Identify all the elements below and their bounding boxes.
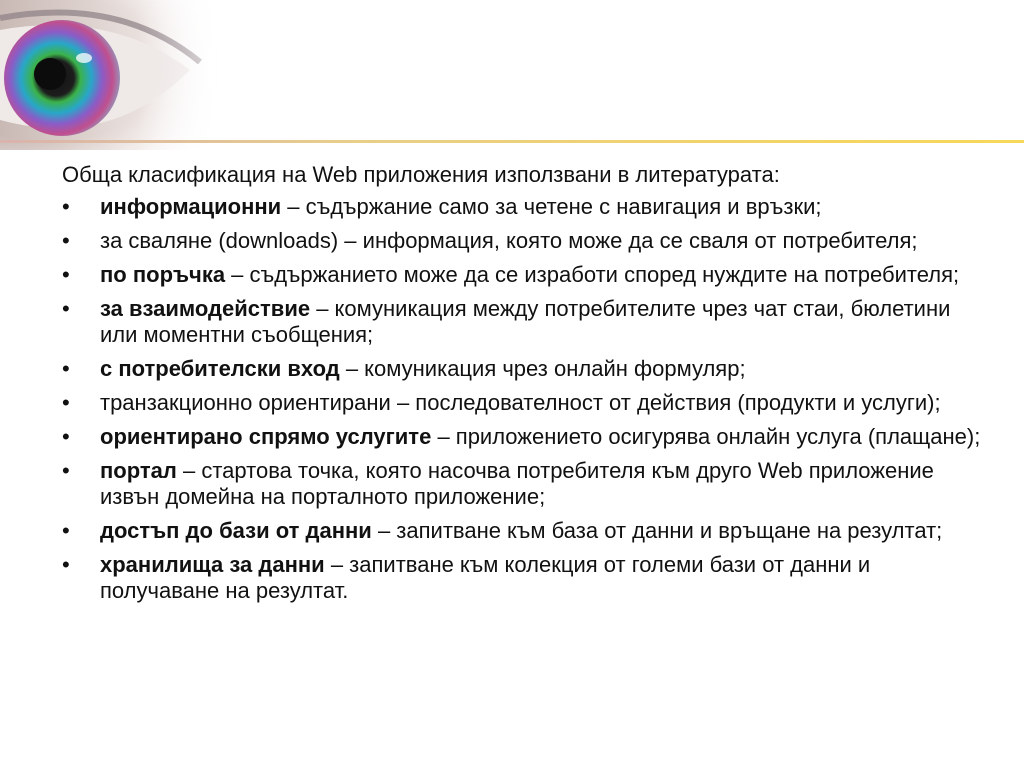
item-description: транзакционно ориентирани – последователност от действия (продукти и услуги);	[100, 390, 941, 415]
item-description: за сваляне (downloads) – информация, която може да се сваля от потребителя;	[100, 228, 918, 253]
item-term: информационни	[100, 194, 282, 219]
bullet-icon: •	[62, 518, 70, 543]
bullet-icon: •	[62, 194, 70, 219]
item-term: по поръчка	[100, 262, 226, 287]
list-item	[62, 262, 982, 288]
list-item	[62, 296, 982, 348]
bullet-icon: •	[62, 262, 70, 287]
bullet-icon: •	[62, 458, 70, 483]
item-term: за взаимодействие	[100, 296, 311, 321]
bullet-icon: •	[62, 390, 70, 415]
item-term: достъп до бази от данни	[100, 518, 372, 543]
list-item	[62, 424, 982, 450]
item-term: хранилища за данни	[100, 552, 325, 577]
item-description: – комуникация между потребителите чрез чат стаи, бюлетини или моментни съобщения;	[100, 296, 951, 347]
item-description: – съдържанието може да се изработи според нуждите на потребителя;	[225, 262, 960, 287]
bullet-icon: •	[62, 356, 70, 381]
list-item	[62, 228, 982, 254]
list-item	[62, 552, 982, 604]
bullet-icon: •	[62, 296, 70, 321]
bullet-icon: •	[62, 424, 70, 449]
bullet-list	[62, 194, 982, 604]
intro-text: Обща класификация на Web приложения използвани в литературата:	[62, 162, 780, 187]
item-description: – комуникация чрез онлайн формуляр;	[339, 356, 746, 381]
item-term: с потребителски вход	[100, 356, 340, 381]
item-description: – съдържание само за четене с навигация и връзки;	[281, 194, 822, 219]
list-item	[62, 194, 982, 220]
item-description: – приложението осигурява онлайн услуга (плащане);	[431, 424, 981, 449]
item-term: портал	[100, 458, 177, 483]
slide-header	[0, 0, 1024, 142]
bullet-icon: •	[62, 228, 70, 253]
item-term: ориентирано спрямо услугите	[100, 424, 432, 449]
header-divider	[0, 140, 1024, 143]
bullet-icon: •	[62, 552, 70, 577]
list-item	[62, 390, 982, 416]
list-item	[62, 356, 982, 382]
item-description: – запитване към колекция от големи бази от данни и получаване на резултат.	[100, 552, 871, 603]
item-description: – стартова точка, която насочва потребителя към друго Web приложение извън домейна на порталното приложение;	[100, 458, 934, 509]
eye-icon	[0, 0, 230, 150]
list-item	[62, 458, 982, 510]
list-item	[62, 518, 982, 544]
item-description: – запитване към база от данни и връщане на резултат;	[371, 518, 943, 543]
slide-body	[62, 162, 982, 612]
